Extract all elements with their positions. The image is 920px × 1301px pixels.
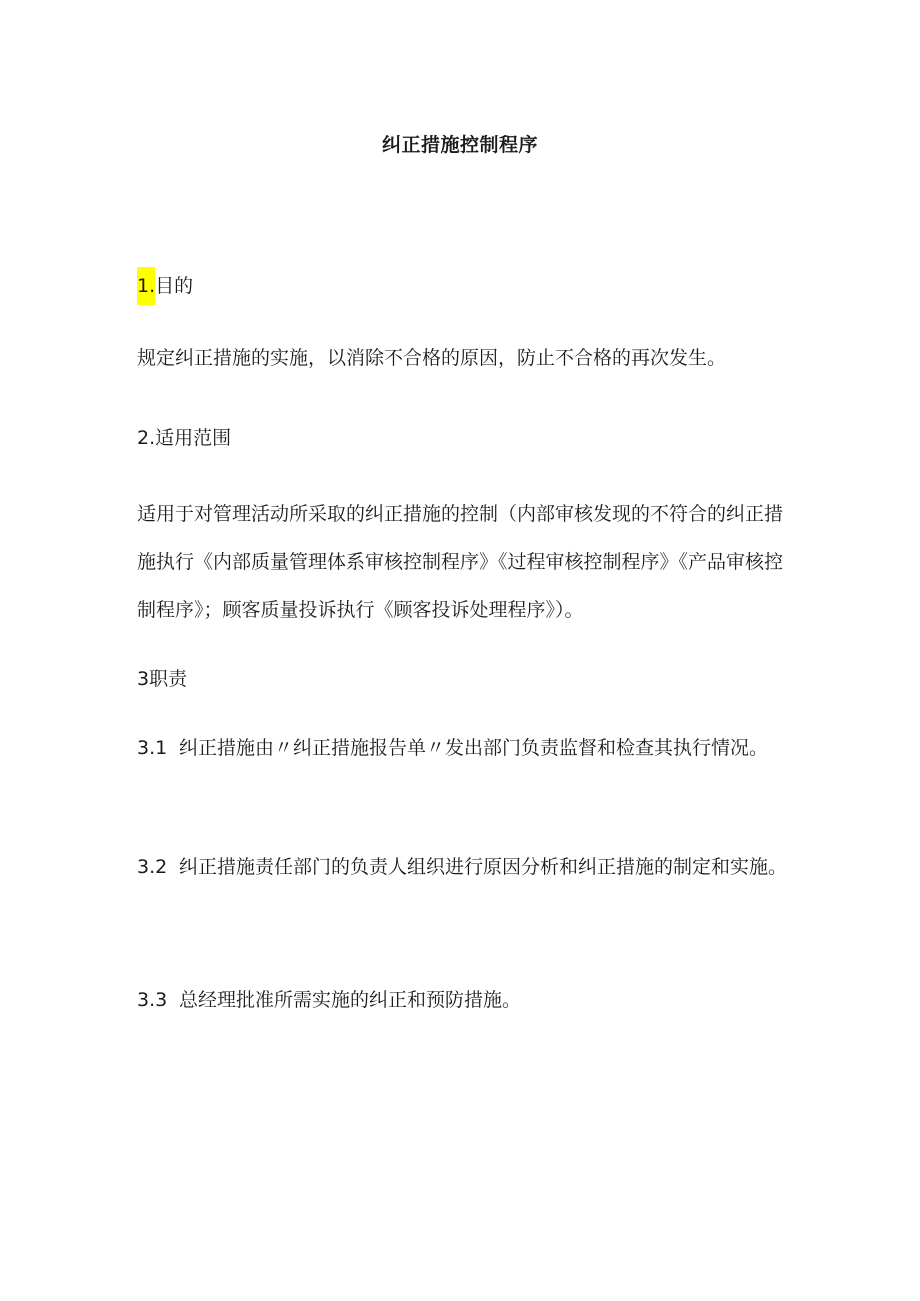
section-1-title: 目的	[155, 275, 194, 297]
item-number: 3.2	[137, 856, 168, 878]
document-title: 纠正措施控制程序	[381, 134, 538, 156]
section-2-heading: 2.适用范围	[137, 427, 232, 449]
list-item	[137, 843, 792, 891]
list-item	[137, 724, 792, 772]
section-1-heading	[137, 271, 193, 298]
list-item	[137, 985, 521, 1012]
item-text: 总经理批准所需实施的纠正和预防措施。	[179, 989, 522, 1011]
section-3-heading: 3职责	[137, 668, 188, 690]
section-1-number: 1.	[137, 267, 155, 305]
item-number: 3.1	[137, 737, 168, 759]
section-1-body: 规定纠正措施的实施，以消除不合格的原因，防止不合格的再次发生。	[137, 347, 727, 369]
item-number: 3.3	[137, 989, 168, 1011]
section-2-body: 适用于对管理活动所采取的纠正措施的控制（内部审核发现的不符合的纠正措施执行《内部质量管理体系审核控制程序》《过程审核控制程序》《产品审核控制程序》；顾客质量投诉执行《顾客投诉处理程序》）。	[137, 503, 784, 621]
item-text: 纠正措施由〃纠正措施报告单〃发出部门负责监督和检查其执行情况。	[179, 737, 769, 759]
item-text: 纠正措施责任部门的负责人组织进行原因分析和纠正措施的制定和实施。	[179, 856, 788, 878]
